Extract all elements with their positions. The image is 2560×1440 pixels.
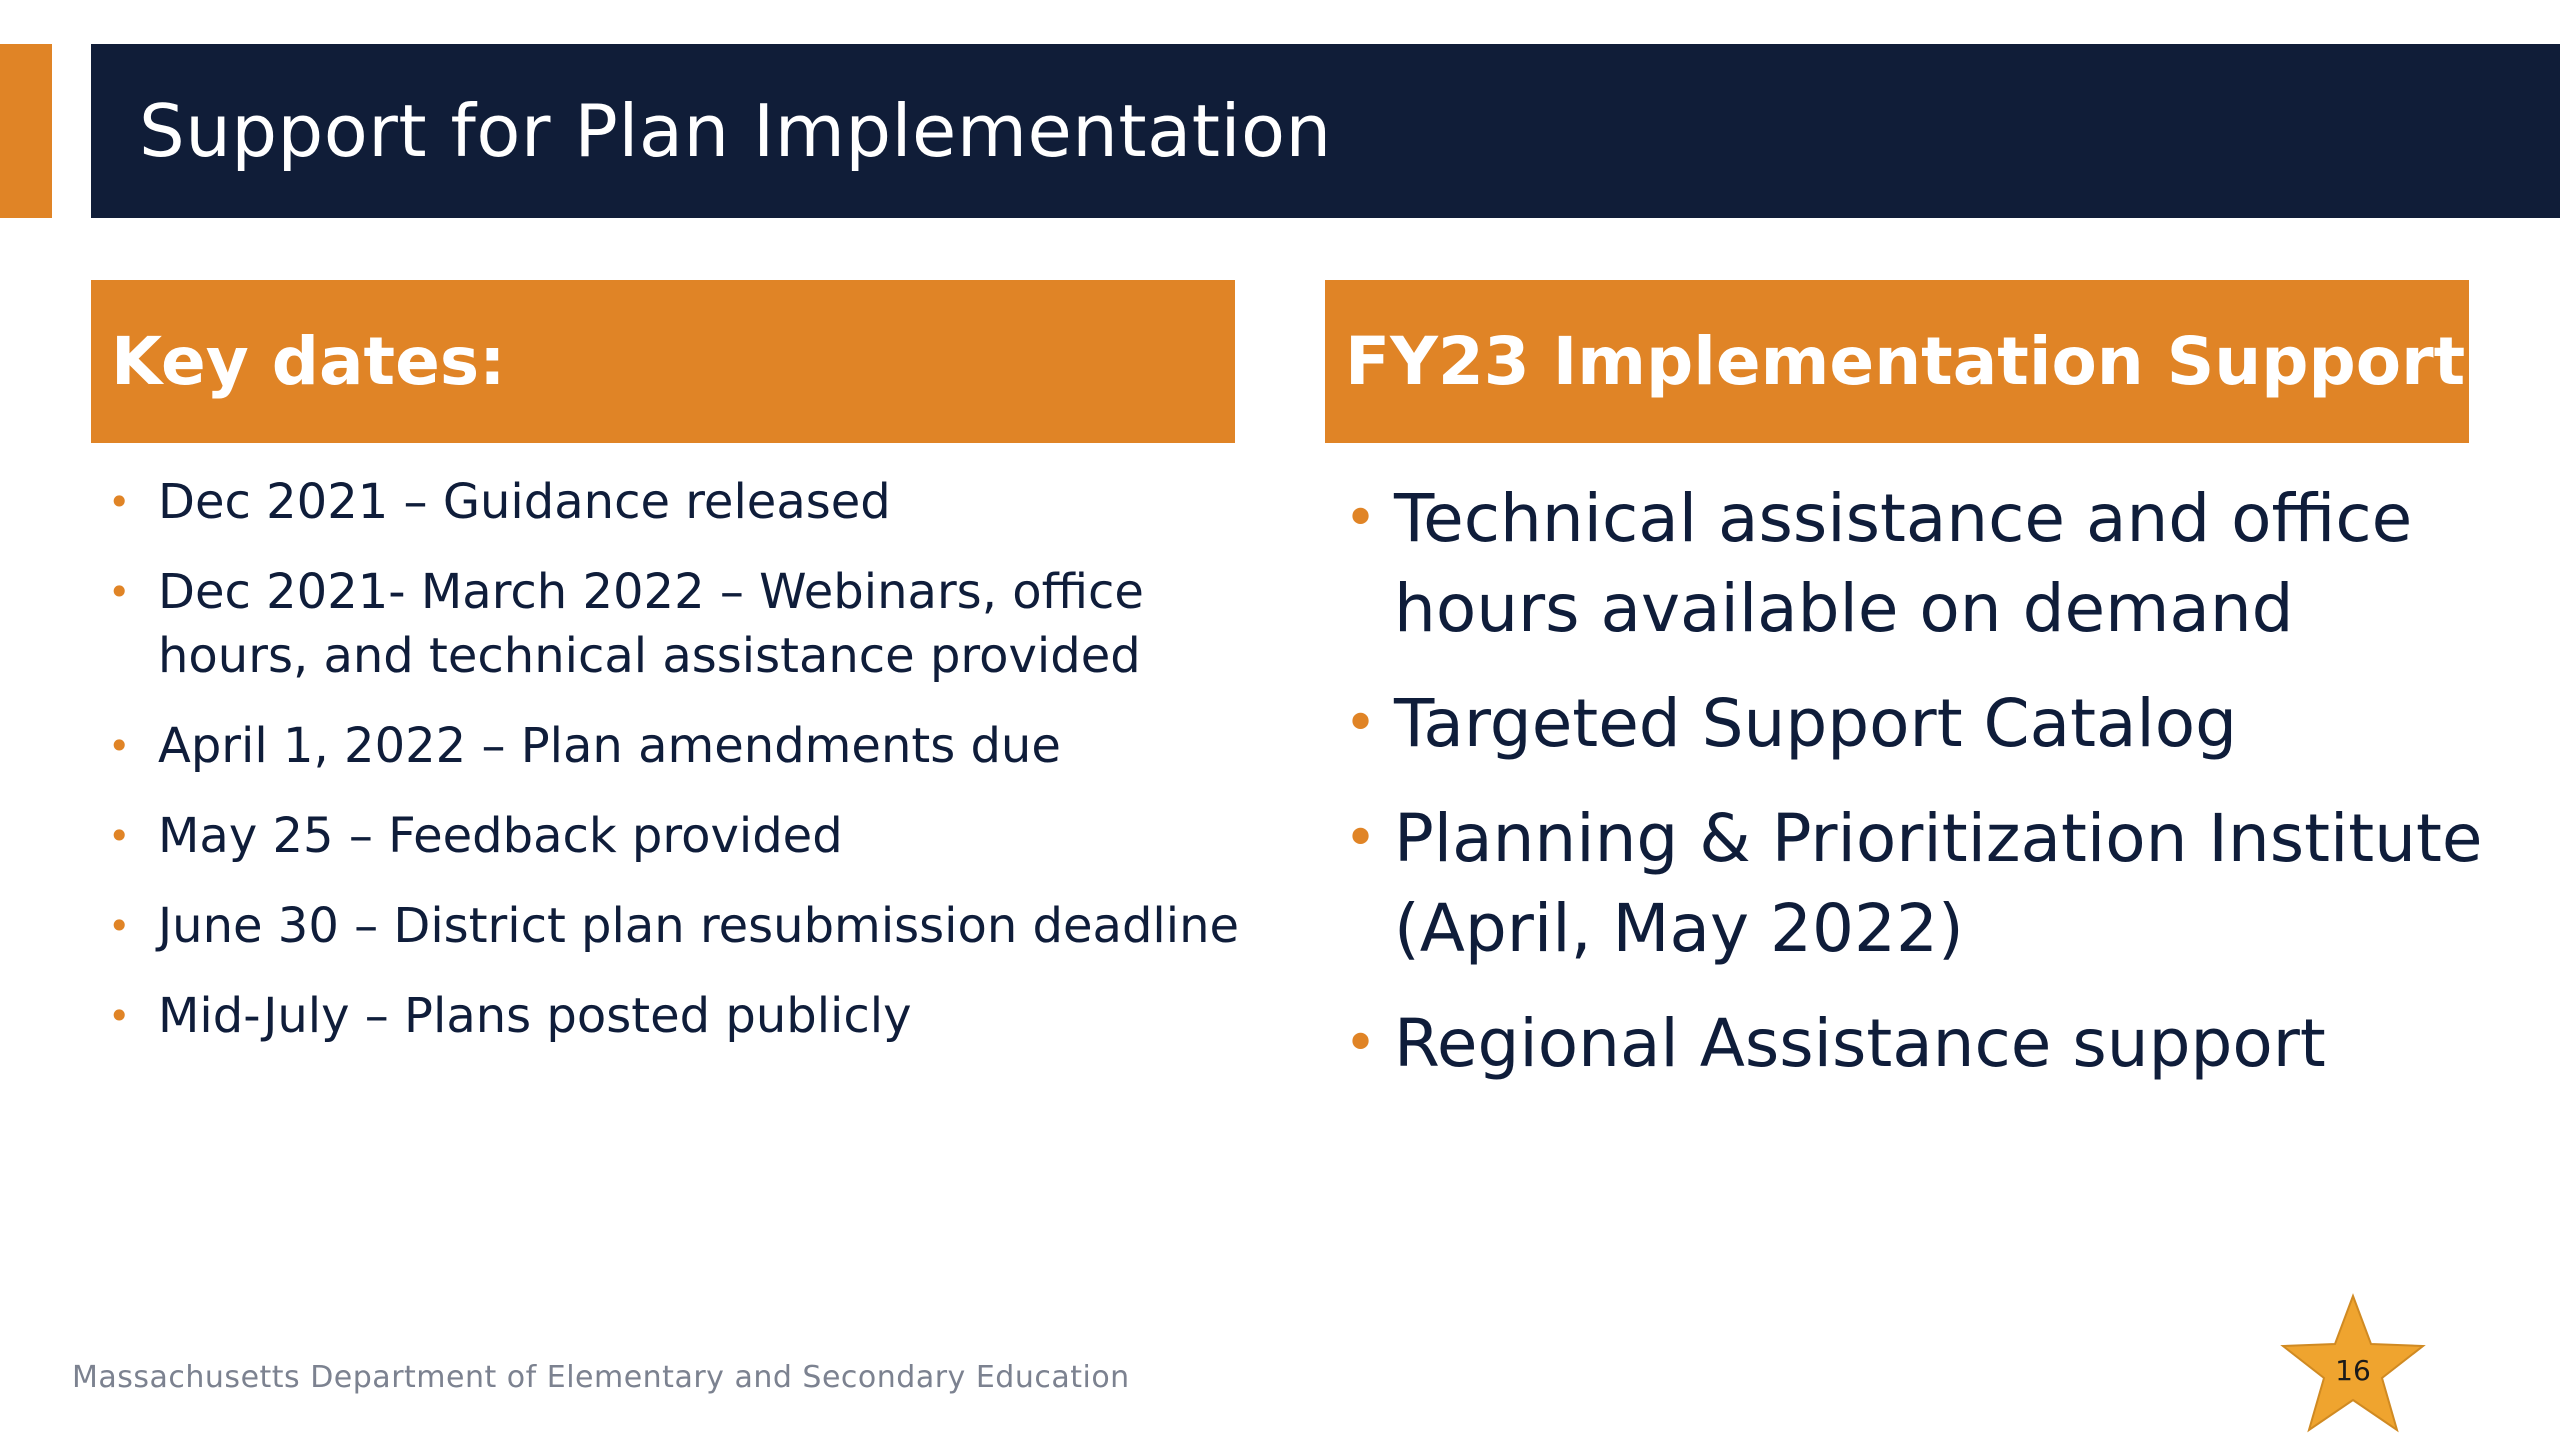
implementation-support-header-label: FY23 Implementation Support: [1345, 323, 2466, 400]
title-bar: [91, 44, 2560, 218]
list-item: [1344, 474, 2524, 654]
slide-title: Support for Plan Implementation: [139, 89, 1332, 173]
bullet-icon: •: [108, 994, 131, 1038]
list-item: [108, 894, 1248, 958]
title-accent-bar: [0, 44, 52, 218]
bullet-icon: •: [1344, 486, 1378, 551]
list-item-text: May 25 – Feedback provided: [158, 808, 843, 864]
bullet-icon: •: [1344, 691, 1378, 756]
list-item-text: Mid-July – Plans posted publicly: [158, 988, 912, 1044]
bullet-icon: •: [108, 904, 131, 948]
key-dates-header-label: Key dates:: [111, 323, 506, 400]
page-number: 16: [2335, 1354, 2371, 1387]
list-item: [1344, 794, 2524, 974]
key-dates-list: [108, 470, 1248, 1074]
list-item-text: Dec 2021- March 2022 – Webinars, office hours, and technical assistance provided: [158, 564, 1144, 684]
list-item: [108, 470, 1248, 534]
list-item: [108, 714, 1248, 778]
list-item: [1344, 999, 2524, 1089]
implementation-support-header: [1325, 280, 2469, 443]
list-item: [108, 804, 1248, 868]
list-item: [1344, 679, 2524, 769]
list-item-text: April 1, 2022 – Plan amendments due: [158, 718, 1061, 774]
bullet-icon: •: [1344, 806, 1378, 871]
list-item-text: Dec 2021 – Guidance released: [158, 474, 891, 530]
bullet-icon: •: [108, 724, 131, 768]
bullet-icon: •: [108, 480, 131, 524]
bullet-icon: •: [108, 814, 131, 858]
page-number-badge: [2278, 1292, 2428, 1437]
list-item-text: Targeted Support Catalog: [1394, 685, 2238, 762]
implementation-support-list: [1344, 474, 2524, 1114]
key-dates-header: [91, 280, 1235, 443]
list-item: [108, 560, 1248, 688]
list-item-text: Technical assistance and office hours available on demand: [1394, 480, 2413, 647]
footer-organization: Massachusetts Department of Elementary and Secondary Education: [72, 1360, 1130, 1395]
bullet-icon: •: [1344, 1011, 1378, 1076]
list-item: [108, 984, 1248, 1048]
list-item-text: Planning & Prioritization Institute (April, May 2022): [1394, 800, 2483, 967]
list-item-text: Regional Assistance support: [1394, 1005, 2326, 1082]
list-item-text: June 30 – District plan resubmission deadline: [158, 898, 1240, 954]
bullet-icon: •: [108, 570, 131, 614]
